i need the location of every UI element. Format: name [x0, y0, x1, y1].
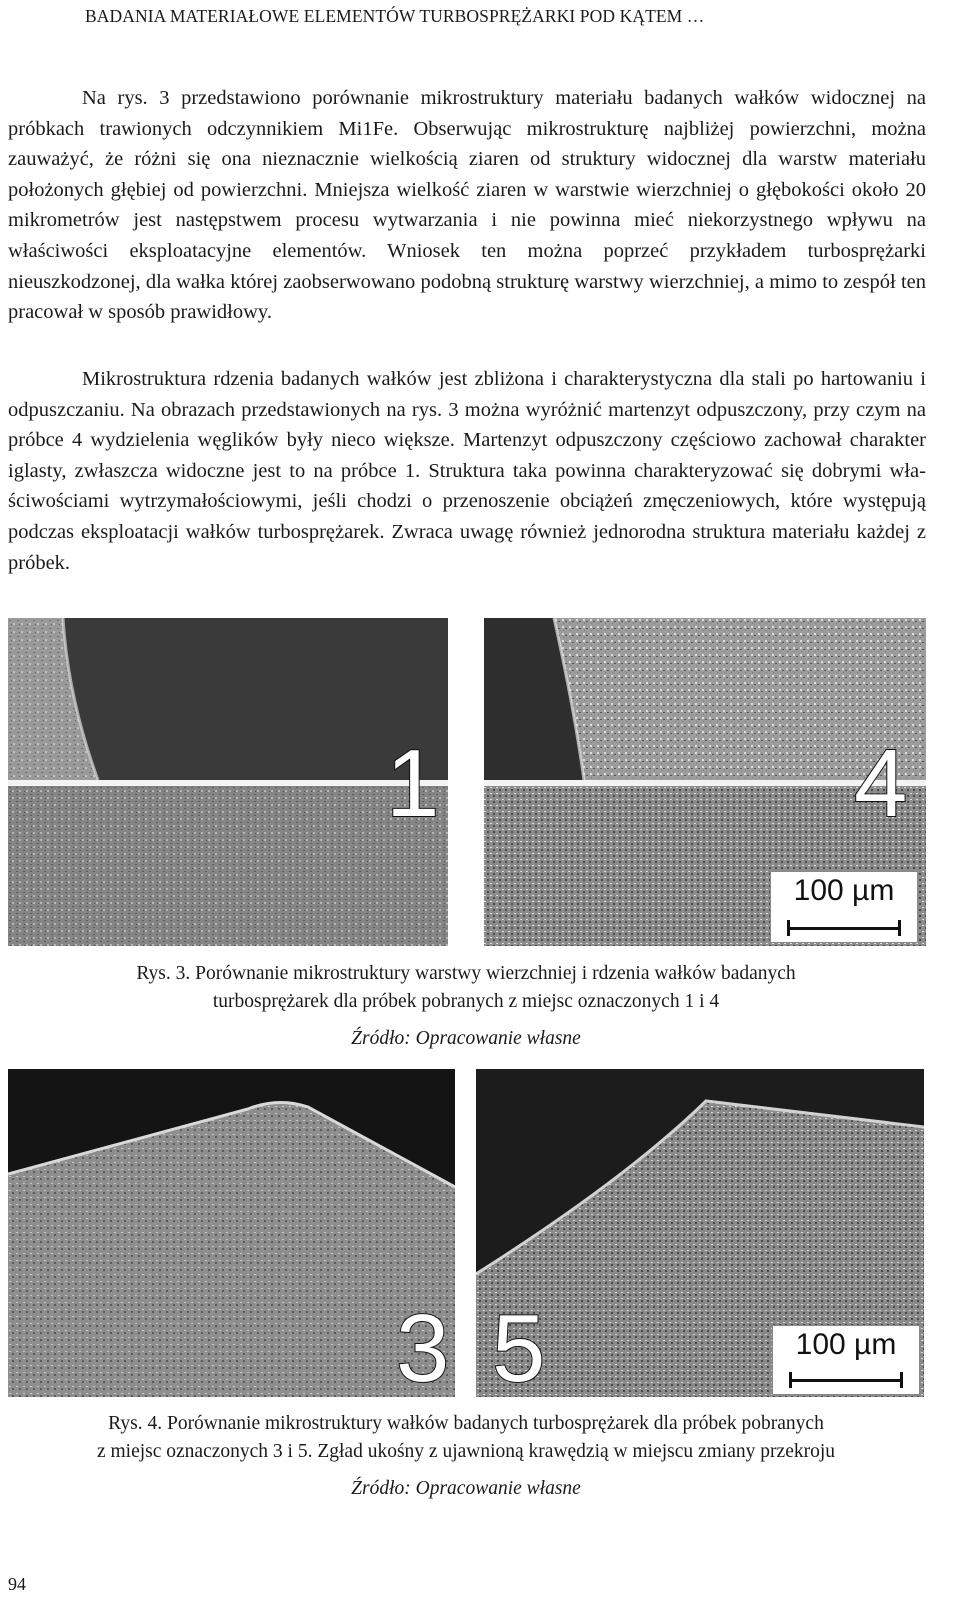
- scale-bar-fig4: [772, 1325, 920, 1395]
- sample-label-5: 5: [492, 1295, 546, 1397]
- scale-bar-label-fig3: 100 µm: [793, 874, 895, 907]
- figure-4-caption-line-2: z miejsc oznaczonych 3 i 5. Zgład ukośny z ujawnioną krawędzią w miejscu zmiany przekroju: [96, 1441, 836, 1462]
- sample-label-3: 3: [396, 1295, 450, 1397]
- figure-4-caption-line-1: Rys. 4. Porównanie mikrostruktury wałków badanych turbosprężarek dla próbek pobranych: [108, 1413, 824, 1434]
- running-header: BADANIA MATERIAŁOWE ELEMENTÓW TURBOSPRĘŻARKI POD KĄTEM …: [85, 6, 705, 26]
- figure-3-caption-line-2: turbosprężarek dla próbek pobranych z miejsc oznaczonych 1 i 4: [212, 991, 720, 1012]
- micrograph-sample-1: [8, 618, 448, 946]
- sample-label-4: 4: [854, 730, 908, 837]
- figure-3-caption: [0, 960, 932, 1016]
- scale-bar-line-fig3: [787, 927, 901, 930]
- micrograph-sample-5: [476, 1069, 924, 1397]
- scale-bar-line-fig4: [789, 1379, 903, 1382]
- sample-label-1: 1: [386, 730, 440, 837]
- micrograph-sample-3: [8, 1069, 455, 1397]
- scale-bar-fig3: [770, 871, 918, 943]
- figure-3-source: Źródło: Opracowanie własne: [351, 1028, 581, 1049]
- micrograph-sample-4: [484, 618, 926, 946]
- figure-3-caption-line-1: Rys. 3. Porównanie mikrostruktury warstwy wierzchniej i rdzenia wałków badanych: [136, 963, 796, 984]
- body-paragraph-2: Mikrostruktura rdzenia badanych wałków jest zbliżona i charakterystyczna dla stali po hartowaniu i odpuszczaniu. Na obrazach przedstawionych na rys. 3 można wyróżnić martenzyt odpuszczony, przy czym na próbce 4 wydzielenia węglików były nieco większe. Martenzyt odpuszczony częściowo zachował charakter iglasty, zwłaszcza widoczne jest to na próbce 1. Struktura taka powinna charakteryzować się dobrymi właściwościami wytrzymałościowymi, jeśli chodzi o przenoszenie obciążeń zmęczeniowych, które występują podczas eksploatacji wałków turbosprężarek. Zwraca uwagę również jednorodna struktura materiału każdej z próbek.: [8, 368, 926, 574]
- figure-4-source: Źródło: Opracowanie własne: [351, 1478, 581, 1499]
- scale-bar-label-fig4: 100 µm: [795, 1328, 897, 1361]
- body-paragraph-1: Na rys. 3 przedstawiono porównanie mikrostruktury materiału badanych wałków widocznej na próbkach trawionych odczynnikiem Mi1Fe. Obserwując mikrostrukturę najbliżej powierzchni, można zauważyć, że różni się ona nieznacznie wielkością ziaren od struktury widocznej dla warstw materiału położonych głębiej od powierzchni. Mniejsza wielkość ziaren w warstwie wierzchniej o głębokości około 20 mikrometrów jest następstwem procesu wytwarzania i nie powinna mieć niekorzystnego wpływu na właściwości eksploatacyjne elementów. Wniosek ten można poprzeć przykładem turbosprężarki nieuszkodzonej, dla wałka której zaobserwowano podobną strukturę warstwy wierzchniej, a mimo to zespół ten pracował w sposób prawidłowy.: [8, 87, 926, 324]
- figure-4-caption: [0, 1410, 932, 1466]
- page-number: 94: [8, 1574, 26, 1594]
